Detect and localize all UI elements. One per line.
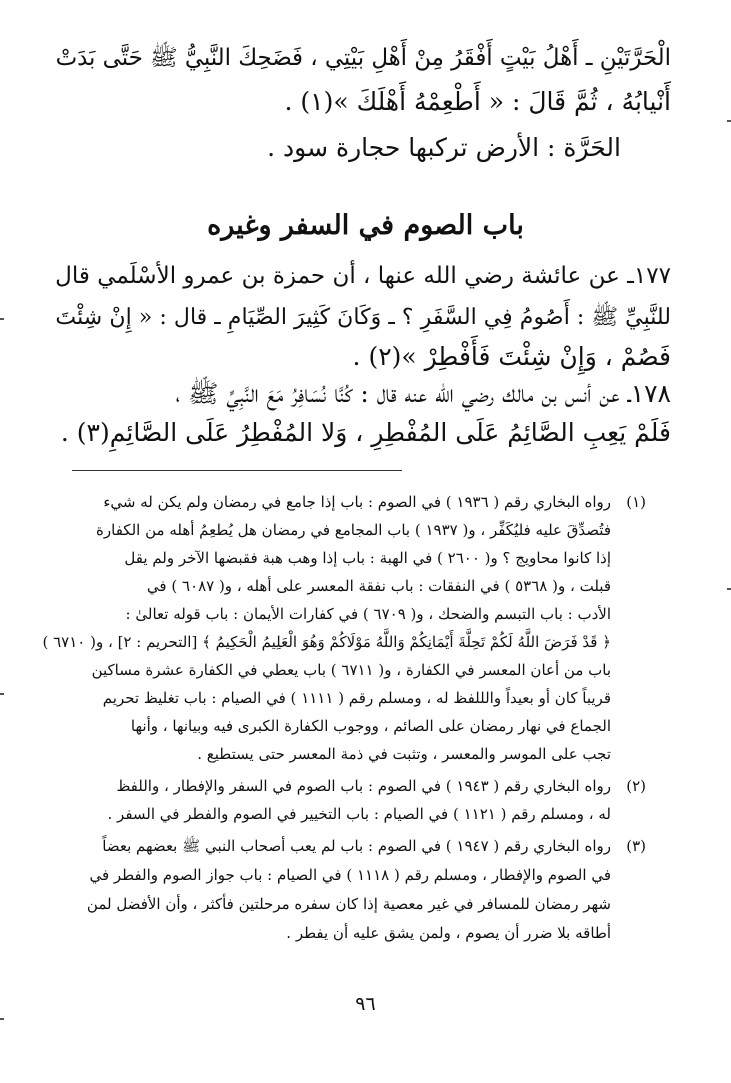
footnote-line: قبلت ، و( ٥٣٦٨ ) في النفقات : باب نفقة المعسر على أهله ، و( ٦٠٨٧ ) في xyxy=(146,577,611,595)
footnote-line: باب من أعان المعسر في الكفارة ، و( ٦٧١١ ) باب يعطي في الكفارة عشرة مساكين xyxy=(91,661,611,679)
footnote-line: رواه البخاري رقم ( ١٩٤٣ ) في الصوم : باب الصوم في السفر والإفطار ، واللفظ xyxy=(116,777,611,795)
footnote-line: فتُصدِّقَ عليه فليُكَفِّر ، و( ١٩٣٧ ) باب المجامع في رمضان هل يُطعِمُ أهله من الكفارة xyxy=(96,521,611,539)
scan-mark xyxy=(727,120,731,122)
footnote-line: شهر رمضان للمسافر في غير معصية إذا كان سفره مرحلتين فأكثر ، وأن الأفضل لمن xyxy=(86,895,611,913)
text-line: أَنْيابُهُ ، ثُمَّ قَالَ : « أَطْعِمْهُ أَهْلَكَ »(١) . xyxy=(284,87,671,116)
footnote-number: (٢) xyxy=(626,777,646,795)
footnote-line: إذا كانوا محاويج ؟ و( ٢٦٠٠ ) في الهبة : باب إذا وهب هبة فقبضها الآخر ولم يقل xyxy=(124,549,611,567)
quran-verse-line: ﴿ قَدْ فَرَضَ اللَّهُ لَكُمْ تَحِلَّةَ أَيْمَانِكُمْ وَاللَّهُ مَوْلَاكُمْ وَهُوَ الْعَلِيمُ الْحَكِيمُ ﴾ [التحريم : ٢] ، و( ٦٧١٠ ) xyxy=(42,633,611,651)
scan-mark xyxy=(0,1018,4,1020)
footnote-number: (١) xyxy=(626,493,646,511)
definition-line: الحَرَّة : الأرض تركبها حجارة سود . xyxy=(267,133,621,162)
footnote-line: له ، ومسلم رقم ( ١١٢١ ) في الصيام : باب التخيير في الصوم والفطر في السفر . xyxy=(107,805,611,823)
footnote-separator xyxy=(72,470,402,471)
footnote-line: قريباً كان أو بعيداً والللفظ له ، ومسلم رقم ( ١١١١ ) في الصيام : باب تغليظ تحريم xyxy=(102,689,611,707)
hadith-line: ١٧٧ـ عن عائشة رضي الله عنها ، أن حمزة بن عمرو الأسْلَمي قال xyxy=(55,263,671,289)
hadith-line: للنَّبِيِّ ﷺ : أَصُومُ فِي السَّفَرِ ؟ ـ وَكَانَ كَثِيرَ الصِّيَامِ ـ قال : « إِنْ شِئْتَ xyxy=(55,304,671,330)
footnote-line: الأدب : باب التبسم والضحك ، و( ٦٧٠٩ ) في كفارات الأيمان : باب قوله تعالىٰ : xyxy=(125,605,611,623)
footnote-line: رواه البخاري رقم ( ١٩٤٧ ) في الصوم : باب لم يعب أصحاب النبي ﷺ بعضهم بعضاً xyxy=(102,837,611,855)
page-number: ٩٦ xyxy=(355,993,376,1015)
footnote-line: أطاقه بلا ضرر أن يصوم ، ولمن يشق عليه أن يفطر . xyxy=(286,924,611,942)
footnote-line: في الصوم والإفطار ، ومسلم رقم ( ١١١٨ ) في الصيام : باب جواز الصوم والفطر في xyxy=(89,866,611,884)
text-line: الْحَرَّتَيْنِ ـ أَهْلُ بَيْتٍ أَفْقَرُ مِنْ أَهْلِ بَيْتِي ، فَضَحِكَ النَّبِيُّ ﷺ حَتَّى بَدَتْ xyxy=(55,45,671,71)
hadith-line: فَلَمْ يَعِبِ الصَّائِمُ عَلَى المُفْطِرِ ، وَلا المُفْطِرُ عَلَى الصَّائِمِ(٣) . xyxy=(60,418,671,447)
footnote-number: (٣) xyxy=(626,837,646,855)
footnote-line: الجماع في نهار رمضان على الصائم ، ووجوب الكفارة الكبرى فيه وبيانها ، وأنها xyxy=(130,717,611,735)
scan-mark xyxy=(0,318,4,320)
hadith-line: فَصُمْ ، وَإِنْ شِئْتَ فَأَفْطِرْ »(٢) . xyxy=(352,342,671,371)
scan-mark xyxy=(727,588,731,590)
section-title: باب الصوم في السفر وغيره xyxy=(207,210,524,241)
scan-mark xyxy=(0,693,4,695)
footnote-line: رواه البخاري رقم ( ١٩٣٦ ) في الصوم : باب إذا جامع في رمضان ولم يكن له شيء xyxy=(103,493,611,511)
hadith-line: ١٧٨ـ عن أنس بن مالك رضي الله عنه قال : كُنَّا نُسَافِرُ مَعَ النَّبِيِّ ﷺ ، xyxy=(175,379,671,408)
footnote-line: تجب على الموسر والمعسر ، وتثبت في ذمة المعسر حتى يستطيع . xyxy=(197,745,611,763)
